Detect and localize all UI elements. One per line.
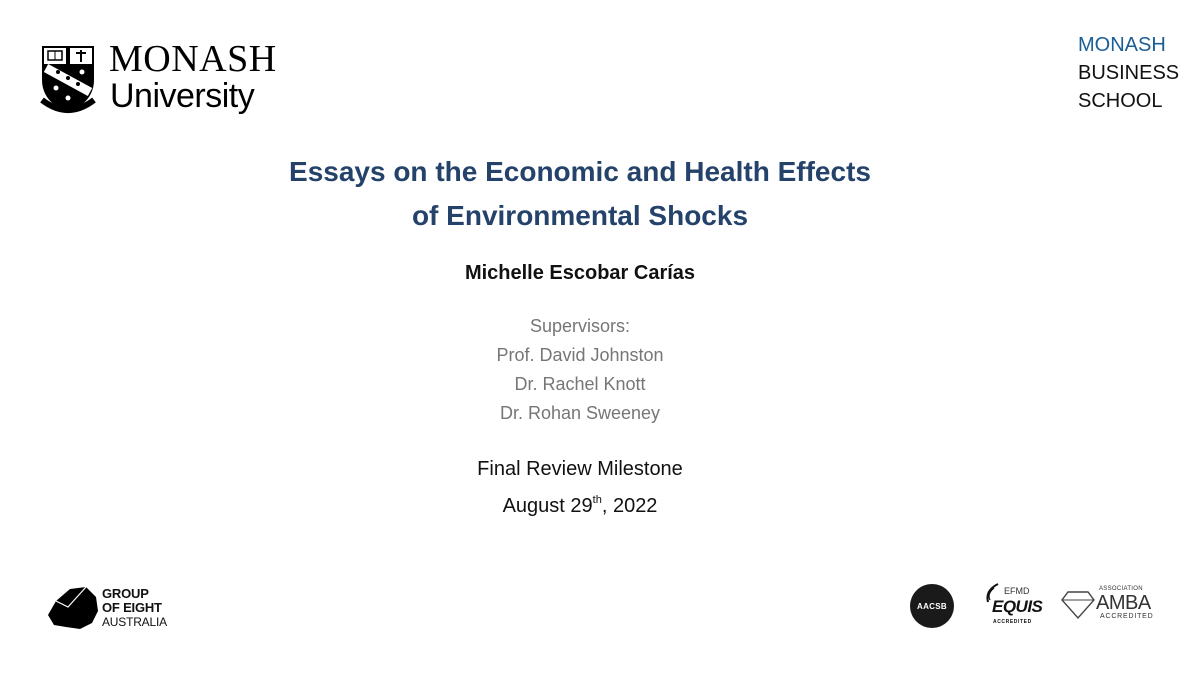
- mbs-line-business: BUSINESS: [1078, 62, 1180, 84]
- supervisor-name: Prof. David Johnston: [496, 345, 664, 365]
- go8-line-group: GROUP: [102, 586, 149, 601]
- amba-badge: [1060, 584, 1158, 630]
- amba-diamond-icon: [1060, 590, 1096, 620]
- date-ordinal-suffix: th: [592, 494, 602, 506]
- thesis-title-line-2: of Environmental Shocks: [411, 200, 749, 231]
- university-wordmark: University: [110, 77, 255, 115]
- supervisors-heading: Supervisors:: [529, 316, 631, 336]
- equis-accredited-label: ACCREDITED: [993, 619, 1032, 625]
- go8-line-of-eight: OF EIGHT: [102, 600, 162, 615]
- equis-badge: [974, 582, 1044, 632]
- milestone-label: Final Review Milestone: [477, 458, 683, 480]
- date-prefix: August 29: [502, 495, 593, 517]
- amba-accredited-label: ACCREDITED: [1100, 613, 1154, 620]
- monash-business-school-label: [1078, 31, 1179, 115]
- amba-association-label: ASSOCIATION: [1099, 586, 1143, 592]
- equis-label: EQUIS: [992, 597, 1043, 616]
- aacsb-badge: [910, 584, 954, 628]
- group-of-eight-emblem-icon: [46, 585, 100, 631]
- mbs-line-school: SCHOOL: [1078, 90, 1163, 112]
- supervisor-name: Dr. Rachel Knott: [514, 374, 646, 394]
- group-of-eight-wordmark: [102, 587, 167, 629]
- supervisors-block: [0, 312, 1160, 428]
- go8-line-australia: AUSTRALIA: [102, 615, 167, 629]
- monash-wordmark: MONASH: [109, 38, 277, 80]
- accreditation-badges: [908, 580, 1158, 632]
- monash-crest-icon: [38, 42, 98, 114]
- group-of-eight-logo: [46, 585, 176, 633]
- milestone-date: [0, 485, 1160, 522]
- author-name: Michelle Escobar Carías: [464, 262, 696, 284]
- thesis-title: [0, 150, 1160, 238]
- mbs-line-monash: MONASH: [1078, 34, 1166, 56]
- amba-label: AMBA: [1096, 592, 1151, 614]
- monash-university-logo: [38, 40, 283, 120]
- milestone-block: [0, 454, 1160, 522]
- thesis-title-line-1: Essays on the Economic and Health Effects: [289, 156, 871, 187]
- date-year: , 2022: [601, 495, 658, 517]
- aacsb-label: AACSB: [917, 601, 947, 611]
- efmd-label: EFMD: [1004, 586, 1030, 596]
- supervisor-name: Dr. Rohan Sweeney: [499, 403, 661, 423]
